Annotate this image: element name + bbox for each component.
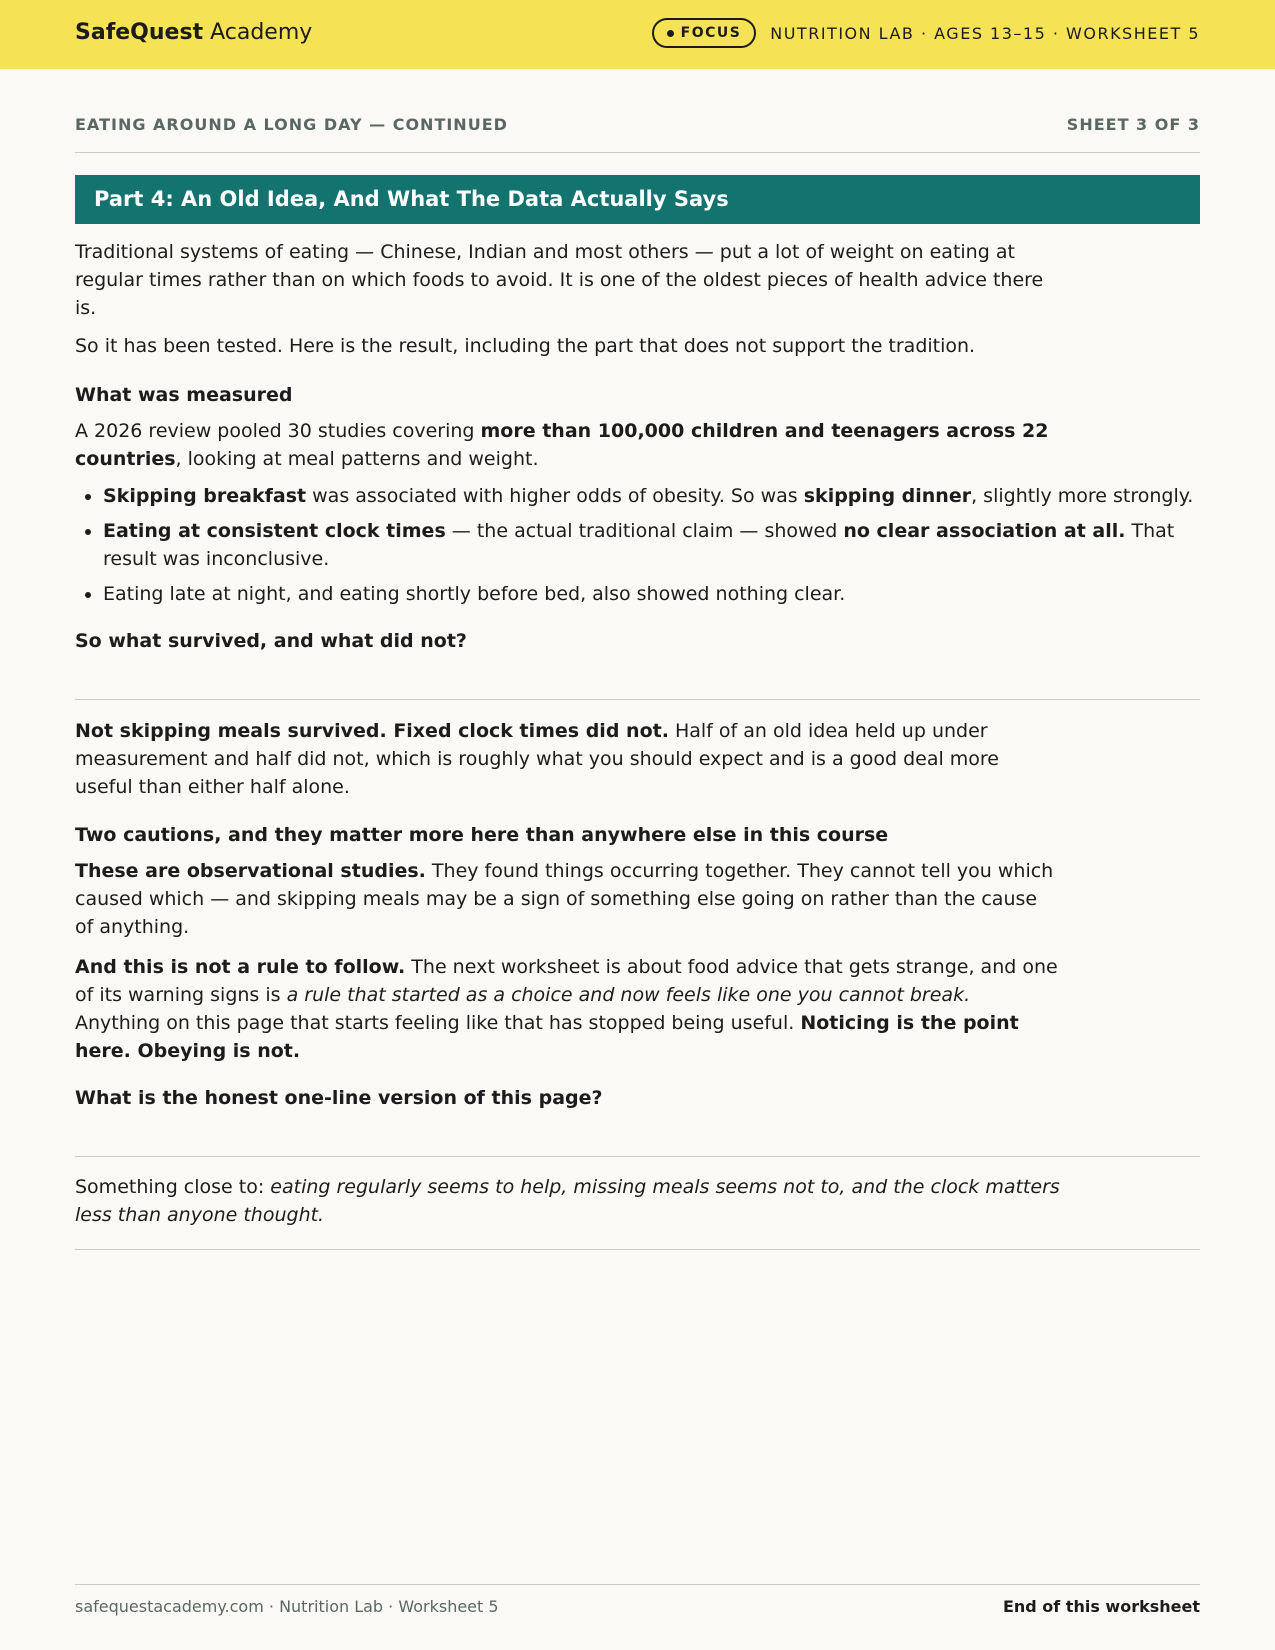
answer-survived [75,717,1060,801]
question-one-line: What is the honest one-line version of this page? [75,1087,603,1109]
finding-clock-bold: Eating at consistent clock times [103,520,446,542]
answer-survived-bold: Not skipping meals survived. Fixed clock times did not. [75,720,669,742]
footer [75,1584,1200,1616]
finding-breakfast [103,482,1200,510]
focus-dot-icon [667,30,674,37]
measured-lead-start: A 2026 review pooled 30 studies covering [75,420,481,442]
sheet-subheader [75,115,1200,153]
measured-heading: What was measured [75,384,293,406]
part-title-banner: Part 4: An Old Idea, And What The Data Actually Says [75,175,1200,224]
worksheet-meta: NUTRITION LAB · AGES 13–15 · WORKSHEET 5 [770,24,1200,43]
question-survived: So what survived, and what did not? [75,630,467,652]
caution-rule-bold-2: Noticing is the point here. Obeying is not. [75,1012,1019,1062]
caution-rule-italic: a rule that started as a choice and now feels like one you cannot break. [286,984,971,1006]
caution-observational-text: They found things occurring together. They cannot tell you which caused which — and skipping meals may be a sign of something else going on rather than the cause of anything. [75,860,1054,938]
caution-observational-bold: These are observational studies. [75,860,426,882]
focus-badge-label: FOCUS [680,25,742,41]
finding-clock-bold-2: no clear association at all. [843,520,1126,542]
answer-divider-1 [75,699,1200,700]
finding-late-eating: • Eating late at night, and eating shortly before bed, also showed nothing clear. [103,580,1200,608]
brand-name-rest: Academy [210,20,313,45]
answer-one-line [75,1173,1060,1229]
finding-breakfast-end: , slightly more strongly. [971,485,1194,507]
caution-observational [75,857,1060,941]
finding-breakfast-text: was associated with higher odds of obesity. So was [306,485,804,507]
finding-clock-end: That result was inconclusive. [103,520,1175,570]
answer-survived-text: Half of an old idea held up under measurement and half did not, which is roughly what you should expect and is a good deal more useful than either half alone. [75,720,999,798]
answer-one-line-lead: Something close to: [75,1176,271,1198]
brand-name-bold: SafeQuest [75,20,204,45]
answer-divider-3 [75,1249,1200,1250]
top-bar [0,0,1275,69]
worksheet-content [75,238,1200,1250]
caution-not-a-rule [75,953,1060,1065]
footer-site: safequestacademy.com · Nutrition Lab · Worksheet 5 [75,1597,499,1616]
finding-breakfast-bold: Skipping breakfast [103,485,307,507]
focus-badge [652,18,756,48]
answer-one-line-italic: eating regularly seems to help, missing meals seems not to, and the clock matters less than anyone thought. [75,1176,1060,1226]
section-continued-label: EATING AROUND A LONG DAY — CONTINUED [75,115,508,134]
caution-rule-text: The next worksheet is about food advice that gets strange, and one of its warning signs is [75,956,1058,1006]
finding-clock-text: — the actual traditional claim — showed [445,520,844,542]
finding-clock-times [103,517,1200,573]
caution-rule-bold: And this is not a rule to follow. [75,956,406,978]
sheet-counter: SHEET 3 OF 3 [1066,115,1200,134]
measured-lead-bold: more than 100,000 children and teenagers across 22 countries [75,420,1049,470]
finding-dinner-bold: skipping dinner [803,485,972,507]
findings-list [75,482,1200,608]
brand-logo [75,20,312,45]
answer-divider-2 [75,1156,1200,1157]
caution-rule-text-2: Anything on this page that starts feeling like that has stopped being useful. [75,1012,801,1034]
cautions-heading: Two cautions, and they matter more here than anywhere else in this course [75,824,889,846]
intro-paragraph-1: Traditional systems of eating — Chinese, Indian and most others — put a lot of weight on eating at regular times rather than on which foods to avoid. It is one of the oldest pieces of health advice there is. [75,241,1044,319]
intro-paragraph-2: So it has been tested. Here is the result, including the part that does not support the tradition. [75,335,976,357]
measured-lead [75,417,1060,473]
footer-end-note: End of this worksheet [1002,1597,1200,1616]
measured-lead-end: , looking at meal patterns and weight. [175,448,539,470]
